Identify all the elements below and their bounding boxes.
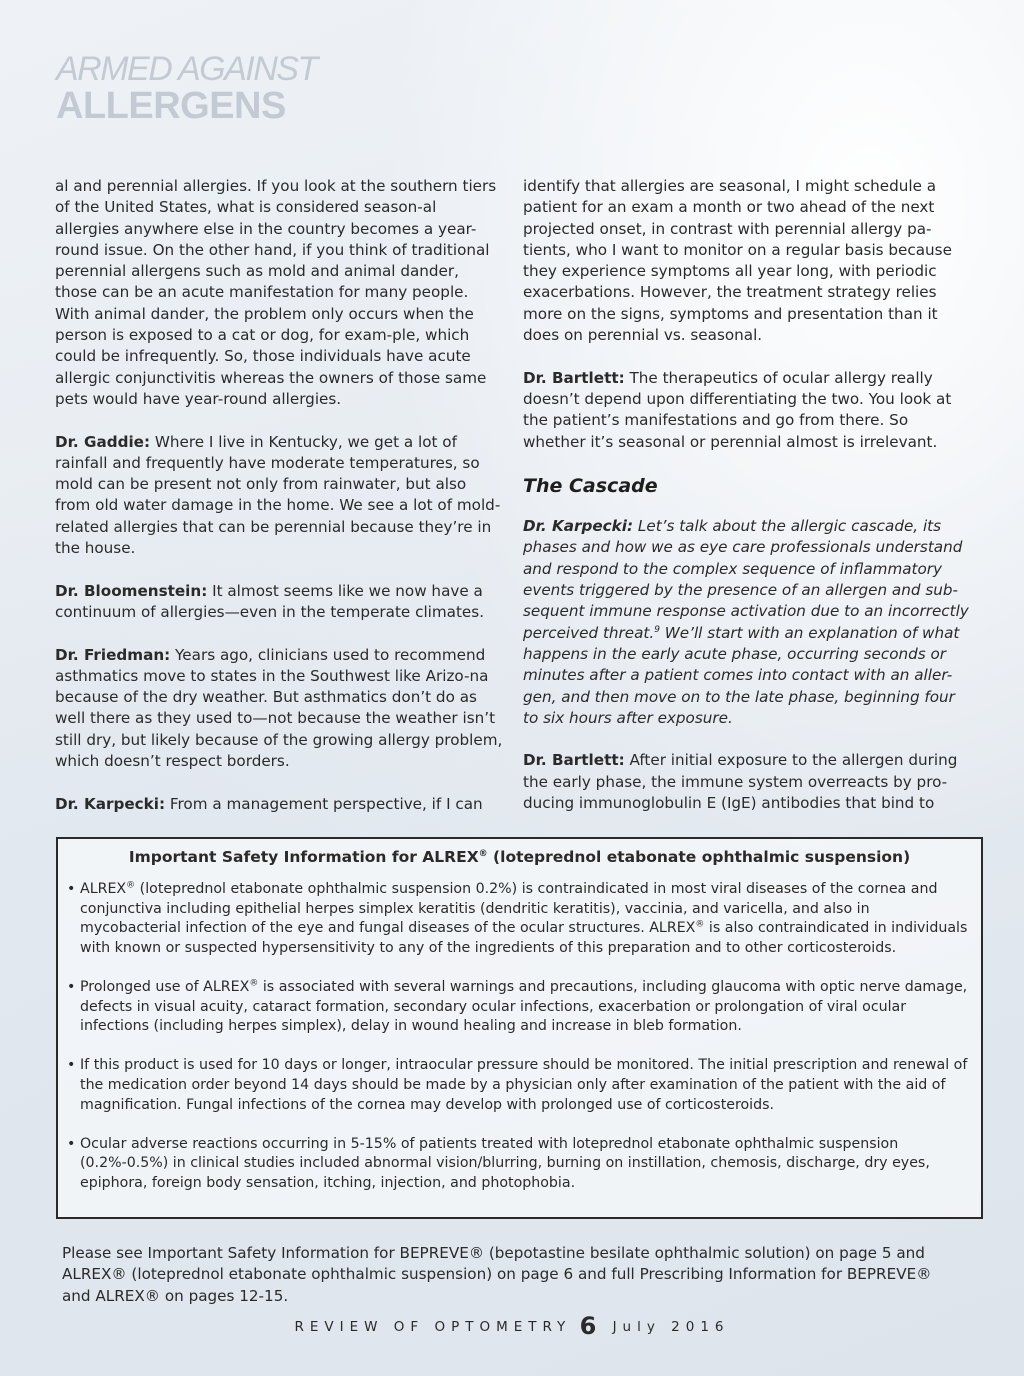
- page-footer: [0, 1312, 1024, 1340]
- registered-mark: ®: [478, 848, 488, 859]
- left-column: [55, 176, 505, 836]
- registered-mark: ®: [126, 880, 136, 891]
- bullet-icon: •: [67, 978, 76, 995]
- paragraph-text: identify that allergies are seasonal, I might schedule a patient for an exam a month or two ahead of the next projected onset, in contrast with perennial allergy pa-tients, who I want to monitor on a regular basis because they experience symptoms all year long, with periodic exacerbations. However, the treatment strategy relies more on the signs, symptoms and presentation than it does on perennial vs. seasonal.: [523, 177, 952, 345]
- item-text: Prolonged use of ALREX: [80, 978, 250, 995]
- title-text: Important Safety Information for ALREX: [128, 848, 479, 866]
- section-heading: The Cascade: [523, 475, 658, 498]
- paragraph: [55, 432, 505, 560]
- paragraph-text: From a management perspective, if I can: [165, 794, 483, 813]
- page-number: 6: [579, 1312, 597, 1340]
- registered-mark: ®: [695, 919, 705, 930]
- paragraph-text: The therapeutics of ocular allergy really doesn’t depend upon differentiating the two. You look at the patient’s manifestations and go from there. So whether it’s seasonal or perennial almost is irrelevant.: [523, 368, 952, 451]
- paragraph: [55, 581, 505, 624]
- bullet-icon: •: [67, 881, 76, 897]
- issue-date: July 2016: [612, 1319, 730, 1335]
- speaker-name: Dr. Gaddie:: [55, 432, 151, 451]
- safety-box-title: [58, 848, 981, 866]
- publication-name: REVIEW OF OPTOMETRY: [294, 1319, 572, 1335]
- paragraph: [55, 645, 505, 773]
- speaker-name: Dr. Karpecki:: [55, 794, 166, 813]
- brand-line-1: ARMED AGAINST: [56, 50, 317, 88]
- paragraph: [55, 176, 505, 410]
- item-text: Ocular adverse reactions occurring in 5-15% of patients treated with loteprednol etabonate ophthalmic suspension (0.2%-0.5%) in clinical studies included abnormal vision/blurring, burning on instillation, chemosis, discharge, dry eyes, epiphora, foreign body sensation, itching, injection, and photophobia.: [80, 1135, 930, 1191]
- safety-item: [66, 880, 971, 958]
- paragraph: [523, 368, 973, 453]
- speaker-name: Dr. Bartlett:: [523, 751, 625, 770]
- item-text: If this product is used for 10 days or longer, intraocular pressure should be monitored. The initial prescription and renewal of the medication order beyond 14 days should be made by a physician only after examination of the patient with the aid of magnification. Fungal infections of the cornea may develop with prolonged use of corticosteroids.: [80, 1057, 968, 1113]
- paragraph-text: It almost seems like we now have a continuum of allergies—even in the temperate climates.: [55, 581, 485, 621]
- item-text: is also contraindicated in individuals with known or suspected hypersensitivity to any of the ingredients of this preparation and to other corticosteroids.: [80, 920, 968, 956]
- safety-item: [66, 978, 971, 1037]
- paragraph-text: Where I live in Kentucky, we get a lot of rainfall and frequently have moderate temperatures, so mold can be present not only from rainwater, but also from old water damage in the home. We see a lot of mold-related allergies that can be perennial because they’re in the house.: [55, 432, 501, 558]
- item-text: ALREX: [80, 881, 127, 897]
- speaker-name: Dr. Karpecki:: [523, 517, 634, 536]
- paragraph: [55, 794, 505, 815]
- paragraph-text: al and perennial allergies. If you look at the southern tiers of the United States, what is considered season-al allergies anywhere else in the country becomes a year-round issue. On the other hand, if you think of traditional perennial allergens such as mold and animal dander, those can be an acute manifestation for many people. With animal dander, the problem only occurs when the person is exposed to a cat or dog, for exam-ple, which could be infrequently. So, those individuals have acute allergic conjunctivitis whereas the owners of those same pets would have year-round allergies.: [55, 177, 497, 408]
- paragraph: [523, 750, 973, 814]
- speaker-name: Dr. Bartlett:: [523, 368, 625, 387]
- safety-list: [58, 880, 981, 1194]
- bullet-icon: •: [67, 1135, 76, 1152]
- item-text: (loteprednol etabonate ophthalmic suspension 0.2%) is contraindicated in most viral diseases of the cornea and conjunctiva including epithelial herpes simplex keratitis (dendritic keratitis), vaccinia, and varicella, and also in mycobacterial infection of the eye and fungal diseases of the ocular structures. ALREX: [80, 881, 938, 937]
- bullet-icon: •: [67, 1057, 76, 1074]
- paragraph: [523, 176, 973, 346]
- paragraph-text: After initial exposure to the allergen during the early phase, the immune system overreacts by pro-ducing immunoglobulin E (IgE) antibodies that bind to: [523, 751, 958, 813]
- reference-number: 9: [654, 624, 660, 635]
- speaker-name: Dr. Bloomenstein:: [55, 581, 208, 600]
- safety-information-box: [56, 837, 983, 1219]
- paragraph-text: Let’s talk about the allergic cascade, its phases and how we as eye care professionals understand and respond to the complex sequence of inflammatory events triggered by the presence of an allergen and sub-sequent immune response activation due to an incorrectly perceived threat.: [523, 517, 969, 642]
- safety-item: [66, 1135, 971, 1194]
- paragraph-text: We’ll start with an explanation of what happens in the early acute phase, occurring seconds or minutes after a patient comes into contact with an aller-gen, and then move on to the late phase, beginning four to six hours after exposure.: [523, 623, 960, 727]
- brand-line-2: ALLERGENS: [56, 85, 286, 127]
- speaker-name: Dr. Friedman:: [55, 645, 171, 664]
- paragraph-text: Years ago, clinicians used to recommend asthmatics move to states in the Southwest like Arizo-na because of the dry weather. But asthmatics don’t do as well there as they used to—not because the weather isn’t still dry, but likely because of the growing allergy problem, which doesn’t respect borders.: [55, 645, 503, 771]
- prescribing-footnote: Please see Important Safety Information for BEPREVE® (bepotastine besilate ophthalmic solution) on page 5 and ALREX® (loteprednol etabonate ophthalmic suspension) on page 6 and full Prescribing Information for BEPREVE® and ALREX® on pages 12-15.: [62, 1244, 932, 1305]
- title-text: (loteprednol etabonate ophthalmic suspension): [487, 848, 911, 866]
- right-column: [523, 176, 973, 836]
- safety-item: [66, 1056, 971, 1115]
- item-text: is associated with several warnings and precautions, including glaucoma with optic nerve damage, defects in visual acuity, cataract formation, secondary ocular infections, exacerbation or prolongation of viral ocular infections (including herpes simplex), delay in wound healing and increase in bleb formation.: [80, 978, 968, 1035]
- registered-mark: ®: [249, 978, 259, 989]
- paragraph: [523, 516, 973, 729]
- section-brand: [56, 50, 317, 127]
